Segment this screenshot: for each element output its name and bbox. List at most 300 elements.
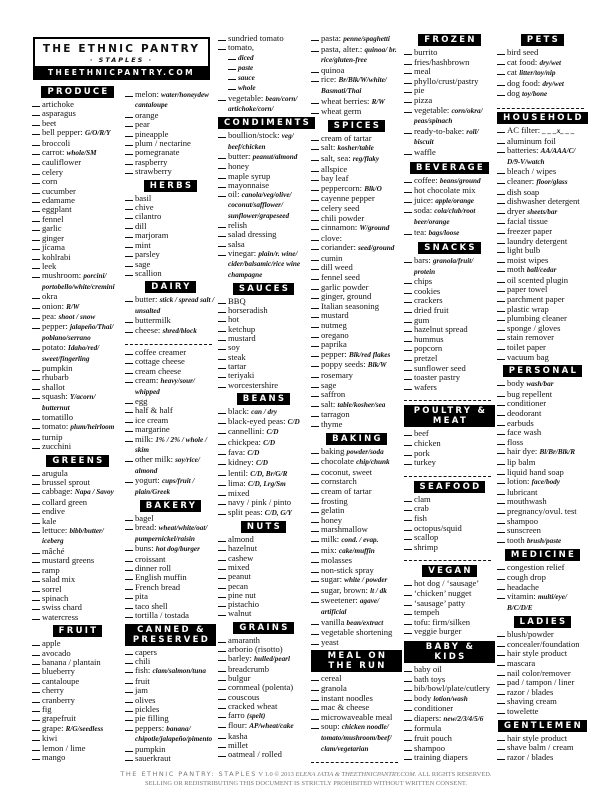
checkbox-line[interactable] xyxy=(404,127,412,134)
checkbox-line[interactable] xyxy=(32,507,40,514)
checkbox-line[interactable] xyxy=(32,243,40,250)
checkbox-line[interactable] xyxy=(125,696,133,703)
write-in-line[interactable] xyxy=(404,554,491,561)
checkbox-line[interactable] xyxy=(497,630,505,637)
checkbox-line[interactable] xyxy=(125,592,133,599)
checkbox-line[interactable] xyxy=(497,697,505,704)
checkbox-line[interactable] xyxy=(218,131,226,138)
checkbox-line[interactable] xyxy=(311,468,319,475)
checkbox-line[interactable] xyxy=(311,556,319,563)
checkbox-line[interactable] xyxy=(404,694,412,701)
write-in-line[interactable] xyxy=(404,394,491,401)
checkbox-line[interactable] xyxy=(404,714,412,721)
checkbox-line[interactable] xyxy=(125,326,133,333)
checkbox-line[interactable] xyxy=(497,640,505,647)
checkbox-line[interactable] xyxy=(32,302,40,309)
checkbox-line[interactable] xyxy=(311,381,319,388)
checkbox-line[interactable] xyxy=(218,371,226,378)
checkbox-line[interactable] xyxy=(311,713,319,720)
checkbox-line[interactable] xyxy=(218,221,226,228)
checkbox-line[interactable] xyxy=(125,416,133,423)
checkbox-line[interactable] xyxy=(497,246,505,253)
checkbox-line[interactable] xyxy=(125,231,133,238)
checkbox-line[interactable] xyxy=(125,90,133,97)
checkbox-line[interactable] xyxy=(32,392,40,399)
checkbox-line[interactable] xyxy=(497,197,505,204)
checkbox-line[interactable] xyxy=(32,109,40,116)
checkbox-line[interactable] xyxy=(404,704,412,711)
checkbox-line[interactable] xyxy=(497,497,505,504)
checkbox-line[interactable] xyxy=(404,665,412,672)
checkbox-line[interactable] xyxy=(32,585,40,592)
checkbox-line[interactable] xyxy=(311,292,319,299)
checkbox-line[interactable] xyxy=(497,428,505,435)
checkbox-line[interactable] xyxy=(497,517,505,524)
checkbox-line[interactable] xyxy=(32,566,40,573)
checkbox-line[interactable] xyxy=(497,79,505,86)
checkbox-line[interactable] xyxy=(218,162,226,169)
checkbox-line[interactable] xyxy=(32,613,40,620)
checkbox-line[interactable] xyxy=(125,241,133,248)
checkbox-line[interactable] xyxy=(218,362,226,369)
checkbox-line[interactable] xyxy=(497,563,505,570)
checkbox-line[interactable] xyxy=(311,45,319,52)
checkbox-line[interactable] xyxy=(404,608,412,615)
checkbox-line[interactable] xyxy=(404,228,412,235)
checkbox-line[interactable] xyxy=(404,744,412,751)
checkbox-line[interactable] xyxy=(311,546,319,553)
checkbox-line[interactable] xyxy=(32,696,40,703)
checkbox-line[interactable] xyxy=(32,686,40,693)
checkbox-line[interactable] xyxy=(404,458,412,465)
checkbox-line[interactable] xyxy=(218,600,226,607)
checkbox-line[interactable] xyxy=(404,543,412,550)
checkbox-line[interactable] xyxy=(218,417,226,424)
checkbox-line[interactable] xyxy=(404,148,412,155)
write-in-line[interactable] xyxy=(311,756,398,763)
checkbox-line[interactable] xyxy=(497,68,505,75)
checkbox-line[interactable] xyxy=(125,724,133,731)
checkbox-line[interactable] xyxy=(311,174,319,181)
checkbox-line[interactable] xyxy=(125,348,133,355)
checkbox-line[interactable] xyxy=(497,468,505,475)
checkbox-line[interactable] xyxy=(497,276,505,283)
checkbox-line[interactable] xyxy=(497,137,505,144)
checkbox-line[interactable] xyxy=(311,586,319,593)
checkbox-line[interactable] xyxy=(404,67,412,74)
checkbox-line[interactable] xyxy=(218,563,226,570)
checkbox-line[interactable] xyxy=(497,659,505,666)
checkbox-line[interactable] xyxy=(497,753,505,760)
checkbox-line[interactable] xyxy=(497,743,505,750)
checkbox-line[interactable] xyxy=(218,325,226,332)
checkbox-line[interactable] xyxy=(311,143,319,150)
checkbox-line[interactable] xyxy=(311,283,319,290)
checkbox-line[interactable] xyxy=(497,324,505,331)
checkbox-line[interactable] xyxy=(125,754,133,761)
checkbox-line[interactable] xyxy=(218,94,226,101)
checkbox-line[interactable] xyxy=(311,477,319,484)
checkbox-line[interactable] xyxy=(497,409,505,416)
checkbox-line[interactable] xyxy=(32,205,40,212)
checkbox-line[interactable] xyxy=(404,383,412,390)
checkbox-line[interactable] xyxy=(125,316,133,323)
checkbox-line[interactable] xyxy=(311,263,319,270)
checkbox-line[interactable] xyxy=(311,596,319,603)
checkbox-line[interactable] xyxy=(497,343,505,350)
checkbox-line[interactable] xyxy=(311,223,319,230)
checkbox-line[interactable] xyxy=(404,599,412,606)
checkbox-line[interactable] xyxy=(497,265,505,272)
checkbox-line[interactable] xyxy=(404,684,412,691)
checkbox-line[interactable] xyxy=(218,732,226,739)
checkbox-line[interactable] xyxy=(125,602,133,609)
checkbox-line[interactable] xyxy=(32,753,40,760)
checkbox-line[interactable] xyxy=(497,305,505,312)
checkbox-line[interactable] xyxy=(404,675,412,682)
checkbox-line[interactable] xyxy=(311,204,319,211)
checkbox-line[interactable] xyxy=(125,212,133,219)
checkbox-line[interactable] xyxy=(404,306,412,313)
checkbox-line[interactable] xyxy=(218,43,226,50)
checkbox-line[interactable] xyxy=(218,609,226,616)
checkbox-line[interactable] xyxy=(497,678,505,685)
checkbox-line[interactable] xyxy=(404,86,412,93)
checkbox-line[interactable] xyxy=(32,744,40,751)
checkbox-line[interactable] xyxy=(218,230,226,237)
checkbox-line[interactable] xyxy=(32,667,40,674)
checkbox-line[interactable] xyxy=(404,724,412,731)
checkbox-line[interactable] xyxy=(125,260,133,267)
checkbox-line[interactable] xyxy=(32,312,40,319)
checkbox-line[interactable] xyxy=(125,397,133,404)
checkbox-line[interactable] xyxy=(32,649,40,656)
checkbox-line[interactable] xyxy=(218,702,226,709)
checkbox-line[interactable] xyxy=(497,48,505,55)
checkbox-line[interactable] xyxy=(404,256,412,263)
checkbox-line[interactable] xyxy=(32,413,40,420)
checkbox-line[interactable] xyxy=(497,583,505,590)
checkbox-line[interactable] xyxy=(218,343,226,350)
checkbox-line[interactable] xyxy=(218,240,226,247)
checkbox-line[interactable] xyxy=(125,222,133,229)
checkbox-line[interactable] xyxy=(311,535,319,542)
checkbox-line[interactable] xyxy=(311,75,319,82)
checkbox-line[interactable] xyxy=(218,498,226,505)
checkbox-line[interactable] xyxy=(32,734,40,741)
checkbox-line[interactable] xyxy=(218,750,226,757)
checkbox-line[interactable] xyxy=(404,364,412,371)
checkbox-line[interactable] xyxy=(404,335,412,342)
checkbox-line[interactable] xyxy=(218,172,226,179)
checkbox-line[interactable] xyxy=(311,331,319,338)
checkbox-line[interactable] xyxy=(497,734,505,741)
checkbox-line[interactable] xyxy=(125,295,133,302)
checkbox-line[interactable] xyxy=(311,420,319,427)
checkbox-line[interactable] xyxy=(228,83,236,90)
checkbox-line[interactable] xyxy=(32,487,40,494)
checkbox-line[interactable] xyxy=(32,224,40,231)
checkbox-line[interactable] xyxy=(125,544,133,551)
checkbox-line[interactable] xyxy=(218,591,226,598)
checkbox-line[interactable] xyxy=(497,707,505,714)
checkbox-line[interactable] xyxy=(311,34,319,41)
checkbox-line[interactable] xyxy=(218,741,226,748)
checkbox-line[interactable] xyxy=(218,353,226,360)
checkbox-line[interactable] xyxy=(497,333,505,340)
checkbox-line[interactable] xyxy=(32,343,40,350)
checkbox-line[interactable] xyxy=(218,721,226,728)
checkbox-line[interactable] xyxy=(32,433,40,440)
checkbox-line[interactable] xyxy=(311,447,319,454)
checkbox-line[interactable] xyxy=(125,648,133,655)
checkbox-line[interactable] xyxy=(497,58,505,65)
checkbox-line[interactable] xyxy=(218,508,226,515)
checkbox-line[interactable] xyxy=(404,373,412,380)
checkbox-line[interactable] xyxy=(404,627,412,634)
checkbox-line[interactable] xyxy=(497,573,505,580)
checkbox-line[interactable] xyxy=(311,214,319,221)
checkbox-line[interactable] xyxy=(125,269,133,276)
checkbox-line[interactable] xyxy=(311,311,319,318)
checkbox-line[interactable] xyxy=(404,589,412,596)
checkbox-line[interactable] xyxy=(497,477,505,484)
checkbox-line[interactable] xyxy=(125,425,133,432)
checkbox-line[interactable] xyxy=(404,504,412,511)
checkbox-line[interactable] xyxy=(32,658,40,665)
checkbox-line[interactable] xyxy=(311,703,319,710)
checkbox-line[interactable] xyxy=(32,139,40,146)
checkbox-line[interactable] xyxy=(311,302,319,309)
checkbox-line[interactable] xyxy=(32,714,40,721)
checkbox-line[interactable] xyxy=(311,457,319,464)
checkbox-line[interactable] xyxy=(497,507,505,514)
checkbox-line[interactable] xyxy=(32,373,40,380)
checkbox-line[interactable] xyxy=(497,399,505,406)
checkbox-line[interactable] xyxy=(404,206,412,213)
checkbox-line[interactable] xyxy=(311,684,319,691)
checkbox-line[interactable] xyxy=(311,628,319,635)
checkbox-line[interactable] xyxy=(125,120,133,127)
checkbox-line[interactable] xyxy=(32,478,40,485)
checkbox-line[interactable] xyxy=(404,354,412,361)
checkbox-line[interactable] xyxy=(218,711,226,718)
checkbox-line[interactable] xyxy=(404,96,412,103)
checkbox-line[interactable] xyxy=(125,611,133,618)
checkbox-line[interactable] xyxy=(32,271,40,278)
checkbox-line[interactable] xyxy=(218,693,226,700)
checkbox-line[interactable] xyxy=(497,592,505,599)
checkbox-line[interactable] xyxy=(125,435,133,442)
write-in-line[interactable] xyxy=(125,338,212,345)
checkbox-line[interactable] xyxy=(497,536,505,543)
checkbox-line[interactable] xyxy=(404,618,412,625)
checkbox-line[interactable] xyxy=(218,665,226,672)
checkbox-line[interactable] xyxy=(311,618,319,625)
checkbox-line[interactable] xyxy=(218,315,226,322)
checkbox-line[interactable] xyxy=(32,603,40,610)
checkbox-line[interactable] xyxy=(404,579,412,586)
checkbox-line[interactable] xyxy=(125,583,133,590)
checkbox-line[interactable] xyxy=(125,745,133,752)
checkbox-line[interactable] xyxy=(218,458,226,465)
checkbox-line[interactable] xyxy=(311,722,319,729)
checkbox-line[interactable] xyxy=(218,544,226,551)
write-in-line[interactable] xyxy=(404,470,491,477)
checkbox-line[interactable] xyxy=(125,564,133,571)
checkbox-line[interactable] xyxy=(218,381,226,388)
checkbox-line[interactable] xyxy=(218,306,226,313)
checkbox-line[interactable] xyxy=(497,688,505,695)
checkbox-line[interactable] xyxy=(497,526,505,533)
checkbox-line[interactable] xyxy=(218,438,226,445)
checkbox-line[interactable] xyxy=(32,215,40,222)
checkbox-line[interactable] xyxy=(404,734,412,741)
checkbox-line[interactable] xyxy=(218,249,226,256)
checkbox-line[interactable] xyxy=(125,714,133,721)
checkbox-line[interactable] xyxy=(32,517,40,524)
checkbox-line[interactable] xyxy=(497,227,505,234)
checkbox-line[interactable] xyxy=(218,181,226,188)
checkbox-line[interactable] xyxy=(32,158,40,165)
checkbox-line[interactable] xyxy=(228,53,236,60)
checkbox-line[interactable] xyxy=(311,575,319,582)
checkbox-line[interactable] xyxy=(125,573,133,580)
checkbox-line[interactable] xyxy=(404,439,412,446)
checkbox-line[interactable] xyxy=(404,495,412,502)
checkbox-line[interactable] xyxy=(404,277,412,284)
checkbox-line[interactable] xyxy=(125,130,133,137)
checkbox-line[interactable] xyxy=(404,186,412,193)
checkbox-line[interactable] xyxy=(311,371,319,378)
checkbox-line[interactable] xyxy=(32,168,40,175)
checkbox-line[interactable] xyxy=(125,203,133,210)
checkbox-line[interactable] xyxy=(218,448,226,455)
checkbox-line[interactable] xyxy=(228,63,236,70)
checkbox-line[interactable] xyxy=(404,296,412,303)
checkbox-line[interactable] xyxy=(125,476,133,483)
checkbox-line[interactable] xyxy=(32,364,40,371)
checkbox-line[interactable] xyxy=(497,390,505,397)
checkbox-line[interactable] xyxy=(32,575,40,582)
checkbox-line[interactable] xyxy=(311,154,319,161)
checkbox-line[interactable] xyxy=(404,316,412,323)
checkbox-line[interactable] xyxy=(32,128,40,135)
checkbox-line[interactable] xyxy=(32,498,40,505)
checkbox-line[interactable] xyxy=(311,165,319,172)
checkbox-line[interactable] xyxy=(125,139,133,146)
checkbox-line[interactable] xyxy=(497,126,505,133)
checkbox-line[interactable] xyxy=(125,357,133,364)
checkbox-line[interactable] xyxy=(311,638,319,645)
checkbox-line[interactable] xyxy=(311,506,319,513)
checkbox-line[interactable] xyxy=(311,487,319,494)
checkbox-line[interactable] xyxy=(404,753,412,760)
checkbox-line[interactable] xyxy=(32,469,40,476)
checkbox-line[interactable] xyxy=(218,554,226,561)
checkbox-line[interactable] xyxy=(497,458,505,465)
checkbox-line[interactable] xyxy=(125,677,133,684)
checkbox-line[interactable] xyxy=(32,705,40,712)
checkbox-line[interactable] xyxy=(218,535,226,542)
checkbox-line[interactable] xyxy=(404,429,412,436)
write-in-line[interactable] xyxy=(497,102,584,109)
checkbox-line[interactable] xyxy=(218,297,226,304)
checkbox-line[interactable] xyxy=(497,207,505,214)
checkbox-line[interactable] xyxy=(125,523,133,530)
checkbox-line[interactable] xyxy=(497,669,505,676)
checkbox-line[interactable] xyxy=(311,350,319,357)
checkbox-line[interactable] xyxy=(311,694,319,701)
checkbox-line[interactable] xyxy=(311,184,319,191)
checkbox-line[interactable] xyxy=(404,58,412,65)
checkbox-line[interactable] xyxy=(32,322,40,329)
checkbox-line[interactable] xyxy=(218,190,226,197)
checkbox-line[interactable] xyxy=(404,344,412,351)
checkbox-line[interactable] xyxy=(497,188,505,195)
checkbox-line[interactable] xyxy=(125,167,133,174)
checkbox-line[interactable] xyxy=(32,100,40,107)
checkbox-line[interactable] xyxy=(497,217,505,224)
checkbox-line[interactable] xyxy=(311,66,319,73)
checkbox-line[interactable] xyxy=(218,654,226,661)
checkbox-line[interactable] xyxy=(311,254,319,261)
checkbox-line[interactable] xyxy=(125,148,133,155)
checkbox-line[interactable] xyxy=(125,406,133,413)
checkbox-line[interactable] xyxy=(218,469,226,476)
checkbox-line[interactable] xyxy=(311,273,319,280)
checkbox-line[interactable] xyxy=(218,152,226,159)
checkbox-line[interactable] xyxy=(311,97,319,104)
checkbox-line[interactable] xyxy=(32,187,40,194)
checkbox-line[interactable] xyxy=(497,146,505,153)
checkbox-line[interactable] xyxy=(404,449,412,456)
checkbox-line[interactable] xyxy=(497,295,505,302)
checkbox-line[interactable] xyxy=(311,400,319,407)
checkbox-line[interactable] xyxy=(311,390,319,397)
checkbox-line[interactable] xyxy=(497,167,505,174)
checkbox-line[interactable] xyxy=(32,383,40,390)
checkbox-line[interactable] xyxy=(497,89,505,96)
checkbox-line[interactable] xyxy=(404,533,412,540)
checkbox-line[interactable] xyxy=(125,367,133,374)
checkbox-line[interactable] xyxy=(32,292,40,299)
checkbox-line[interactable] xyxy=(125,514,133,521)
checkbox-line[interactable] xyxy=(32,196,40,203)
checkbox-line[interactable] xyxy=(497,353,505,360)
checkbox-line[interactable] xyxy=(32,547,40,554)
checkbox-line[interactable] xyxy=(125,158,133,165)
checkbox-line[interactable] xyxy=(218,683,226,690)
checkbox-line[interactable] xyxy=(32,594,40,601)
checkbox-line[interactable] xyxy=(404,524,412,531)
checkbox-line[interactable] xyxy=(228,73,236,80)
checkbox-line[interactable] xyxy=(218,407,226,414)
checkbox-line[interactable] xyxy=(497,649,505,656)
checkbox-line[interactable] xyxy=(218,489,226,496)
checkbox-line[interactable] xyxy=(404,287,412,294)
checkbox-line[interactable] xyxy=(125,250,133,257)
checkbox-line[interactable] xyxy=(218,582,226,589)
checkbox-line[interactable] xyxy=(404,77,412,84)
checkbox-line[interactable] xyxy=(32,253,40,260)
checkbox-line[interactable] xyxy=(125,194,133,201)
checkbox-line[interactable] xyxy=(311,234,319,241)
checkbox-line[interactable] xyxy=(404,48,412,55)
checkbox-line[interactable] xyxy=(497,237,505,244)
checkbox-line[interactable] xyxy=(32,262,40,269)
checkbox-line[interactable] xyxy=(218,572,226,579)
